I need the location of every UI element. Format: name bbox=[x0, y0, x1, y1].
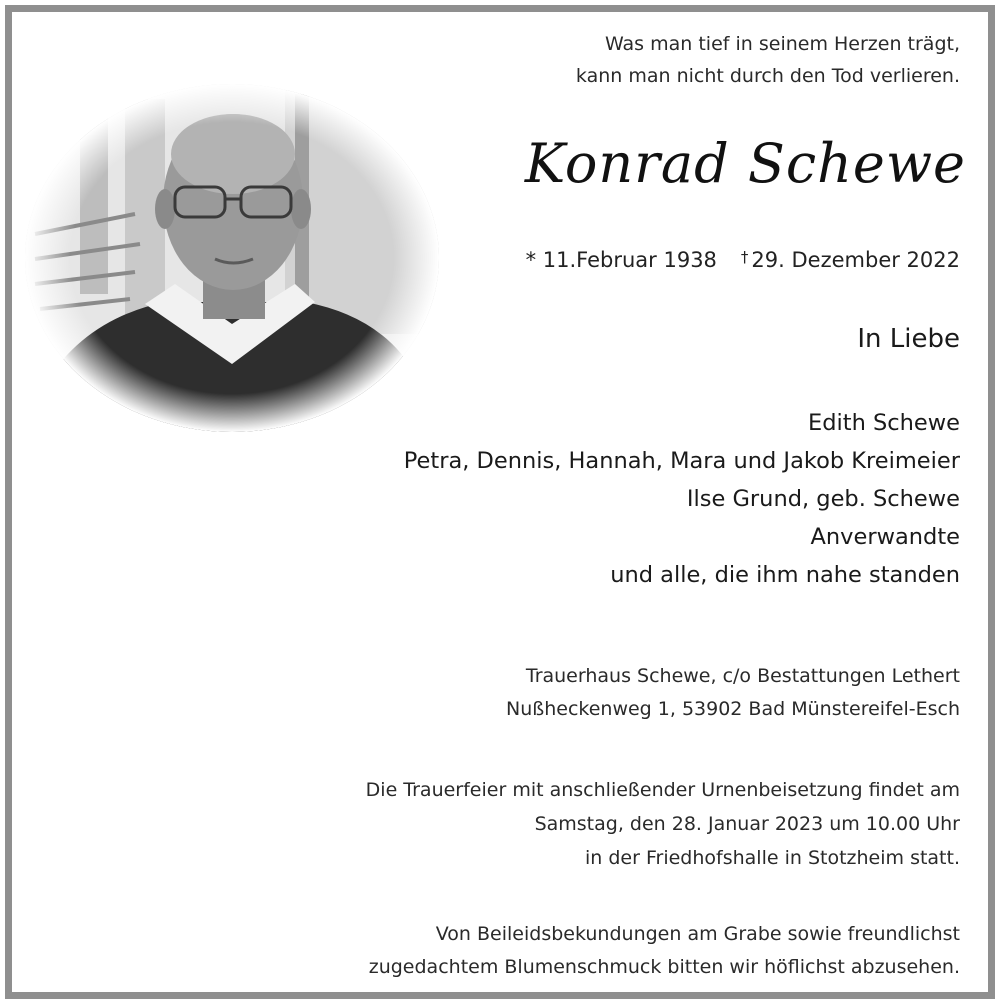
obituary-frame bbox=[5, 5, 995, 999]
motto-line-2: kann man nicht durch den Tod verlieren. bbox=[575, 65, 960, 87]
life-dates bbox=[526, 248, 960, 272]
mourning-address bbox=[506, 660, 960, 726]
motto-quote bbox=[576, 28, 960, 92]
closing-line-2: zugedachtem Blumenschmuck bitten wir höflichst abzusehen. bbox=[368, 956, 960, 978]
portrait-photo bbox=[25, 84, 439, 432]
family-member: Petra, Dennis, Hannah, Mara und Jakob Kreimeier bbox=[403, 448, 960, 474]
motto-line-1: Was man tief in seinem Herzen trägt, bbox=[604, 33, 960, 55]
in-love-heading: In Liebe bbox=[857, 324, 960, 354]
address-line-1: Trauerhaus Schewe, c/o Bestattungen Lethert bbox=[525, 665, 960, 687]
ceremony-line-1: Die Trauerfeier mit anschließender Urnenbeisetzung findet am bbox=[365, 779, 960, 801]
family-member: Anverwandte bbox=[810, 524, 960, 550]
obituary-content bbox=[12, 12, 988, 992]
closing-line-1: Von Beileidsbekundungen am Grabe sowie freundlichst bbox=[435, 923, 960, 945]
birth-date: * 11.Februar 1938 bbox=[525, 248, 717, 272]
closing-note bbox=[369, 918, 960, 984]
address-line-2: Nußheckenweg 1, 53902 Bad Münstereifel-Esch bbox=[506, 698, 960, 720]
death-date: 29. Dezember 2022 bbox=[751, 248, 960, 272]
deceased-name: Konrad Schewe bbox=[524, 132, 966, 195]
ceremony-line-3: in der Friedhofshalle in Stotzheim statt. bbox=[585, 847, 960, 869]
death-cross-icon: † bbox=[740, 248, 749, 266]
family-member: Ilse Grund, geb. Schewe bbox=[686, 486, 960, 512]
family-list bbox=[404, 404, 960, 594]
portrait-photo-icon bbox=[25, 84, 439, 432]
family-member: und alle, die ihm nahe standen bbox=[610, 562, 960, 588]
family-member: Edith Schewe bbox=[808, 410, 960, 436]
ceremony-line-2: Samstag, den 28. Januar 2023 um 10.00 Uhr bbox=[534, 813, 960, 835]
ceremony-info bbox=[366, 773, 960, 875]
